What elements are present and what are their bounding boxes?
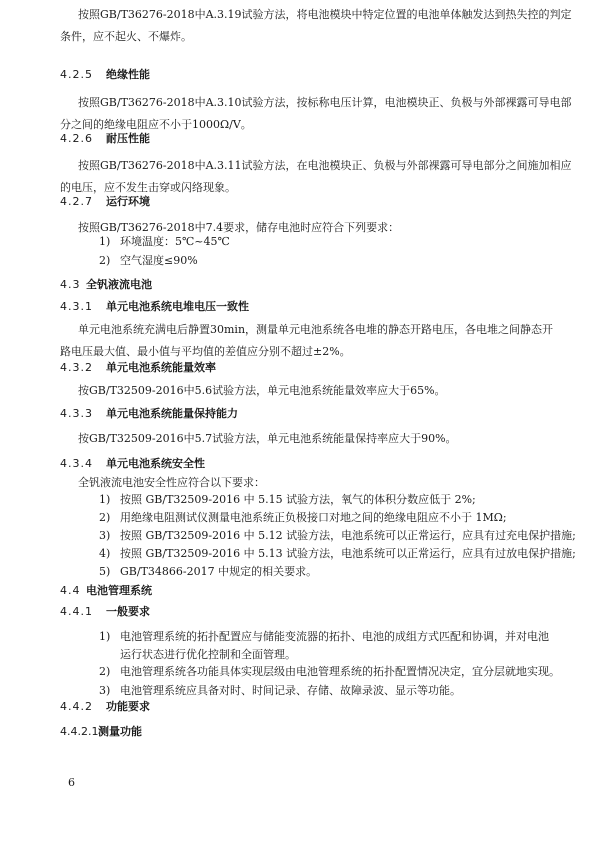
paragraph-withstand-voltage: 按照GB/T36276-2018中A.3.11试验方法，在电池模块正、负极与外部裸露可导电部分之间施加相应 的电压，应不发生击穿或闪络现象。 — [60, 159, 572, 194]
list-item: 3) 按照 GB/T32509-2016 中 5.12 试验方法，电池系统可以正常运行，应具有过充电保护措施; — [99, 529, 576, 542]
section-heading-4-4: 4.4 电池管理系统 — [60, 584, 152, 597]
section-heading-4-2-5: 4.2.5 绝缘性能 — [60, 68, 150, 81]
list-item: 2) 电池管理系统各功能具体实现层级由电池管理系统的拓扑配置情况决定，宜分层就地实现。 — [99, 665, 560, 678]
section-heading-4-3-4: 4.3.4 单元电池系统安全性 — [60, 457, 205, 470]
paragraph-energy-retention: 按GB/T32509-2016中5.7试验方法，单元电池系统能量保持率应大于90%。 — [78, 432, 457, 445]
list-item: 3) 电池管理系统应具备对时、时间记录、存储、故障录波、显示等功能。 — [99, 684, 461, 697]
list-item: 4) 按照 GB/T32509-2016 中 5.13 试验方法，电池系统可以正常运行，应具有过放电保护措施; — [99, 547, 576, 560]
section-heading-4-2-6: 4.2.6 耐压性能 — [60, 132, 150, 145]
section-heading-4-3-2: 4.3.2 单元电池系统能量效率 — [60, 361, 216, 374]
paragraph-thermal-runaway: 按照GB/T36276-2018中A.3.19试验方法，将电池模块中特定位置的电池单体触发达到热失控的判定 条件，应不起火、不爆炸。 — [60, 8, 572, 43]
section-heading-4-4-2-1: 4.4.2.1测量功能 — [60, 725, 142, 738]
section-heading-4-3-3: 4.3.3 单元电池系统能量保持能力 — [60, 407, 238, 420]
list-item: 1) 电池管理系统的拓扑配置应与储能变流器的拓扑、电池的成组方式匹配和协调，并对电池 运行状态进行优化控制和全面管理。 — [99, 630, 549, 661]
list-item: 1) 环境温度：5℃~45℃ — [99, 235, 230, 248]
section-heading-4-3: 4.3 全钒液流电池 — [60, 278, 152, 291]
section-heading-4-3-1: 4.3.1 单元电池系统电堆电压一致性 — [60, 300, 249, 313]
page-number: 6 — [68, 776, 75, 789]
paragraph-insulation: 按照GB/T36276-2018中A.3.10试验方法，按标称电压计算，电池模块正、负极与外部裸露可导电部 分之间的绝缘电阻应不小于1000Ω/V。 — [60, 96, 572, 131]
section-heading-4-2-7: 4.2.7 运行环境 — [60, 195, 150, 208]
list-item: 2) 用绝缘电阻测试仪测量电池系统正负极接口对地之间的绝缘电阻应不小于 1MΩ; — [99, 511, 507, 524]
paragraph-stack-voltage: 单元电池系统充满电后静置30min，测量单元电池系统各电堆的静态开路电压，各电堆之间静态开 路电压最大值、最小值与平均值的差值应分别不超过±2%。 — [60, 323, 554, 358]
paragraph-operating-env: 按照GB/T36276-2018中7.4要求，储存电池时应符合下列要求： — [78, 221, 400, 234]
paragraph-energy-efficiency: 按GB/T32509-2016中5.6试验方法，单元电池系统能量效率应大于65%。 — [78, 384, 446, 397]
list-item: 2) 空气湿度≤90% — [99, 254, 198, 267]
paragraph-safety-intro: 全钒液流电池安全性应符合以下要求： — [78, 476, 265, 489]
section-heading-4-4-1: 4.4.1 一般要求 — [60, 605, 150, 618]
list-item: 5) GB/T34866-2017 中规定的相关要求。 — [99, 565, 318, 578]
section-heading-4-4-2: 4.4.2 功能要求 — [60, 700, 150, 713]
list-item: 1) 按照 GB/T32509-2016 中 5.15 试验方法，氧气的体积分数应低于 2%; — [99, 493, 476, 506]
